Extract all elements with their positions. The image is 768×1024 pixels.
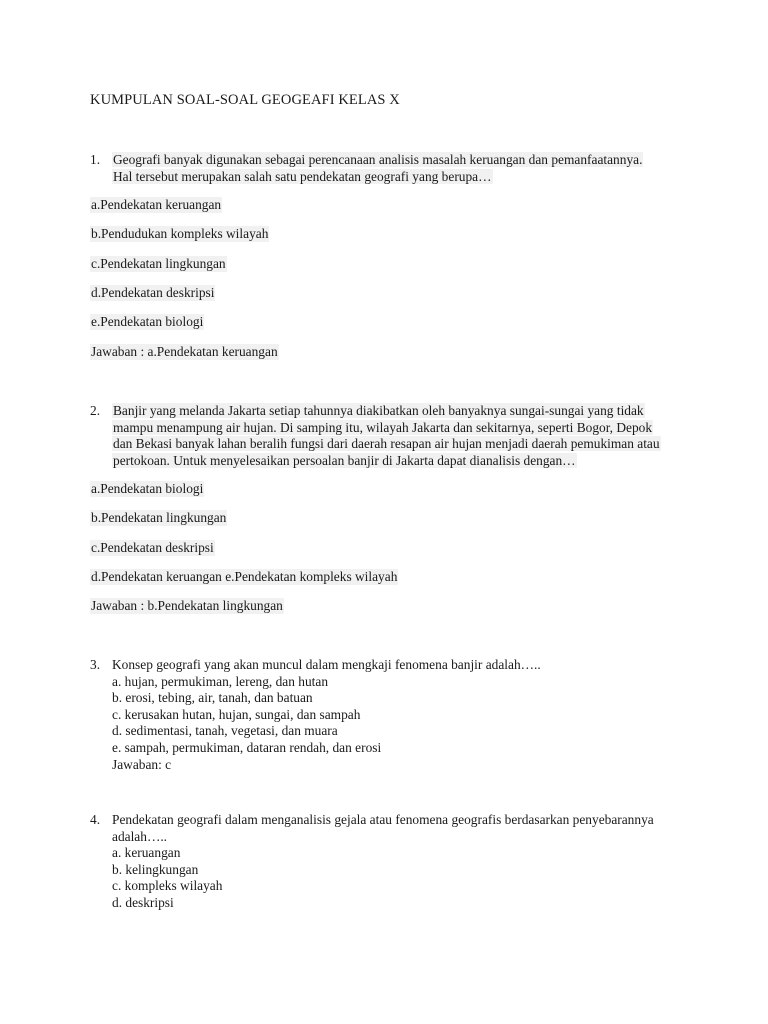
- question-stem-line: Banjir yang melanda Jakarta setiap tahunnya diakibatkan oleh banyaknya sungai-sungai yang tidak: [113, 403, 644, 418]
- option-c: c.Pendekatan deskripsi: [91, 540, 214, 555]
- answer: Jawaban: c: [112, 756, 172, 772]
- option-b: b.Pendekatan lingkungan: [91, 510, 227, 525]
- option-b: b.Pendudukan kompleks wilayah: [91, 226, 269, 241]
- question-stem: [112, 403, 682, 469]
- question-content: [112, 657, 682, 773]
- question-content: [112, 812, 682, 912]
- question-stem-line: mampu menampung air hujan. Di samping itu, wilayah Jakarta dan sekitarnya, seperti Bogor, Depok: [113, 419, 653, 435]
- option-a: a.Pendekatan biologi: [91, 481, 204, 496]
- option-e: e.Pendekatan biologi: [91, 314, 204, 329]
- question-stem: [112, 152, 682, 185]
- option-b: b. kelingkungan: [112, 861, 199, 877]
- question-number: 1.: [90, 152, 101, 167]
- answer: Jawaban : b.Pendekatan lingkungan: [91, 598, 283, 613]
- question-number: 2.: [90, 403, 101, 418]
- option-c: c.Pendekatan lingkungan: [91, 256, 226, 271]
- option-d: d. deskripsi: [112, 894, 174, 910]
- option-a: a. hujan, permukiman, lereng, dan hutan: [112, 673, 329, 689]
- document-page: [90, 0, 690, 1024]
- question-stem-line: dan Bekasi banyak lahan beralih fungsi dari daerah resapan air hujan menjadi daerah pemukiman atau: [113, 436, 660, 452]
- question-stem-line: Geografi banyak digunakan sebagai perencanaan analisis masalah keruangan dan pemanfaatannya.: [113, 152, 643, 167]
- option-c: c. kompleks wilayah: [112, 878, 223, 894]
- option-a: a. keruangan: [112, 845, 181, 861]
- option-c: c. kerusakan hutan, hujan, sungai, dan sampah: [112, 706, 361, 722]
- question-stem: Konsep geografi yang akan muncul dalam mengkaji fenomena banjir adalah…..: [112, 657, 541, 672]
- question-stem-line: pertokoan. Untuk menyelesaikan persoalan banjir di Jakarta dapat dianalisis dengan…: [113, 452, 576, 468]
- document-title: KUMPULAN SOAL-SOAL GEOGEAFI KELAS X: [90, 92, 400, 108]
- question-number: 4.: [90, 812, 101, 827]
- question-number: 3.: [90, 657, 101, 672]
- answer: Jawaban : a.Pendekatan keruangan: [91, 344, 278, 359]
- question-stem-line: adalah…..: [112, 828, 168, 844]
- option-d-e: d.Pendekatan keruangan e.Pendekatan kompleks wilayah: [91, 569, 398, 584]
- option-d: d. sedimentasi, tanah, vegetasi, dan muara: [112, 723, 338, 739]
- option-a: a.Pendekatan keruangan: [91, 197, 222, 212]
- option-b: b. erosi, tebing, air, tanah, dan batuan: [112, 690, 313, 706]
- option-e: e. sampah, permukiman, dataran rendah, dan erosi: [112, 739, 382, 755]
- question-stem-line: Hal tersebut merupakan salah satu pendekatan geografi yang berupa…: [113, 168, 492, 184]
- option-d: d.Pendekatan deskripsi: [91, 285, 215, 300]
- question-stem-line: Pendekatan geografi dalam menganalisis gejala atau fenomena geografis berdasarkan penyebarannya: [112, 812, 654, 827]
